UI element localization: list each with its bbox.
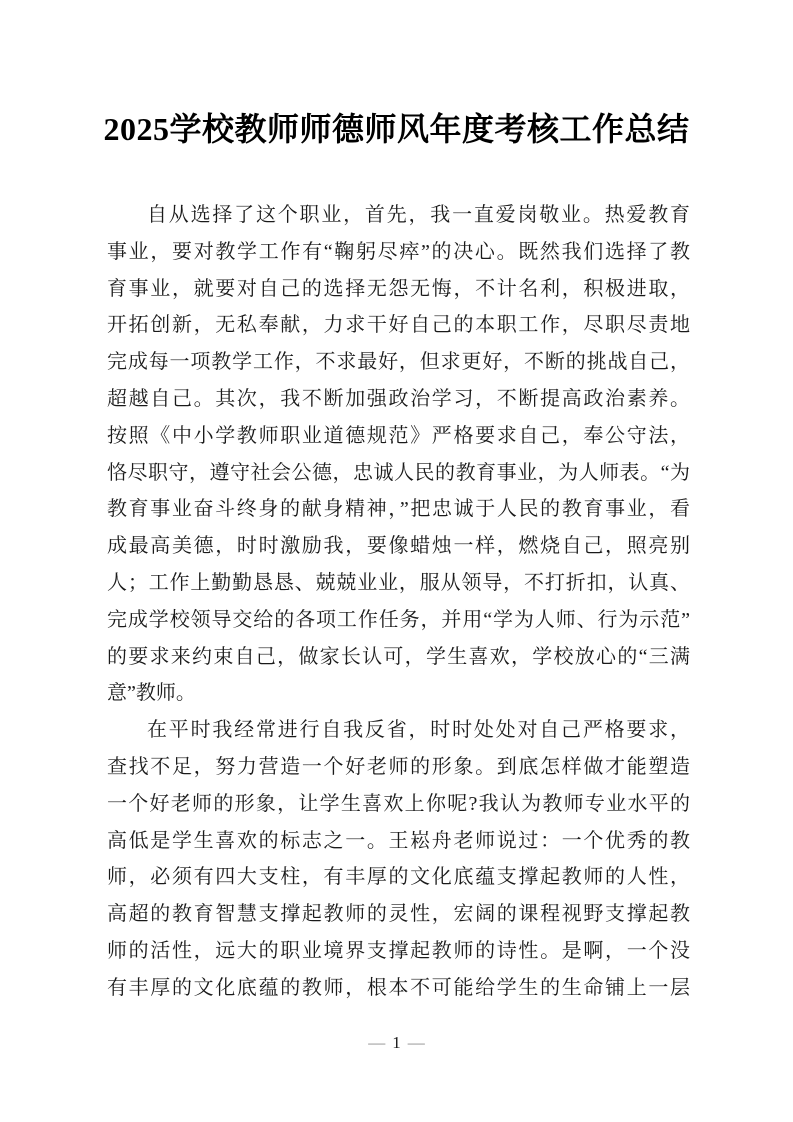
body-line: 师，必须有四大支柱，有丰厚的文化底蕴支撑起教师的人性， [107, 866, 690, 889]
body-line: 按照《中小学教师职业道德规范》严格要求自己，奉公守法， [107, 424, 690, 447]
paragraph [107, 712, 690, 1006]
body-line: 恪尽职守，遵守社会公德，忠诚人民的教育事业，为人师表。“为 [107, 461, 690, 484]
body-line: 人；工作上勤勤恳恳、兢兢业业，服从领导，不打折扣，认真、 [107, 571, 690, 594]
body-line: 有丰厚的文化底蕴的教师，根本不可能给学生的生命铺上一层 [107, 976, 690, 999]
body-line: 超越自己。其次，我不断加强政治学习，不断提高政治素养。 [107, 387, 690, 410]
footer-dash-left: — [368, 1033, 386, 1052]
paragraph [107, 197, 690, 712]
document-body [107, 197, 690, 1007]
body-line: 在平时我经常进行自我反省，时时处处对自己严格要求， [147, 719, 690, 742]
body-line: 意”教师。 [107, 682, 196, 705]
body-line: 查找不足，努力营造一个好老师的形象。到底怎样做才能塑造 [107, 755, 690, 778]
body-line: 事业，要对教学工作有“鞠躬尽瘁”的决心。既然我们选择了教 [107, 240, 690, 263]
document-title: 2025学校教师师德师风年度考核工作总结 [103, 111, 690, 147]
body-line: 成最高美德，时时激励我，要像蜡烛一样，燃烧自己，照亮别 [107, 535, 690, 558]
body-line: 师的活性，远大的职业境界支撑起教师的诗性。是啊，一个没 [107, 939, 690, 962]
body-line: 完成每一项教学工作，不求最好，但求更好，不断的挑战自己， [107, 351, 690, 374]
page-footer [0, 1033, 793, 1053]
body-line: 的要求来约束自己，做家长认可，学生喜欢，学校放心的“三满 [107, 645, 690, 668]
body-line: 完成学校领导交给的各项工作任务，并用“学为人师、行为示范” [107, 608, 690, 631]
body-line: 自从选择了这个职业，首先，我一直爱岗敬业。热爱教育 [147, 204, 690, 226]
body-line: 高低是学生喜欢的标志之一。王崧舟老师说过：一个优秀的教 [107, 829, 690, 852]
page-number: 1 [392, 1033, 401, 1052]
body-line: 一个好老师的形象，让学生喜欢上你呢?我认为教师专业水平的 [107, 792, 690, 815]
body-line: 高超的教育智慧支撑起教师的灵性，宏阔的课程视野支撑起教 [107, 903, 690, 926]
body-line: 教育事业奋斗终身的献身精神，”把忠诚于人民的教育事业，看 [107, 498, 690, 521]
footer-dash-right: — [407, 1033, 425, 1052]
body-line: 育事业，就要对自己的选择无怨无悔，不计名利，积极进取， [107, 277, 690, 300]
body-line: 开拓创新，无私奉献，力求干好自己的本职工作，尽职尽责地 [107, 314, 690, 337]
